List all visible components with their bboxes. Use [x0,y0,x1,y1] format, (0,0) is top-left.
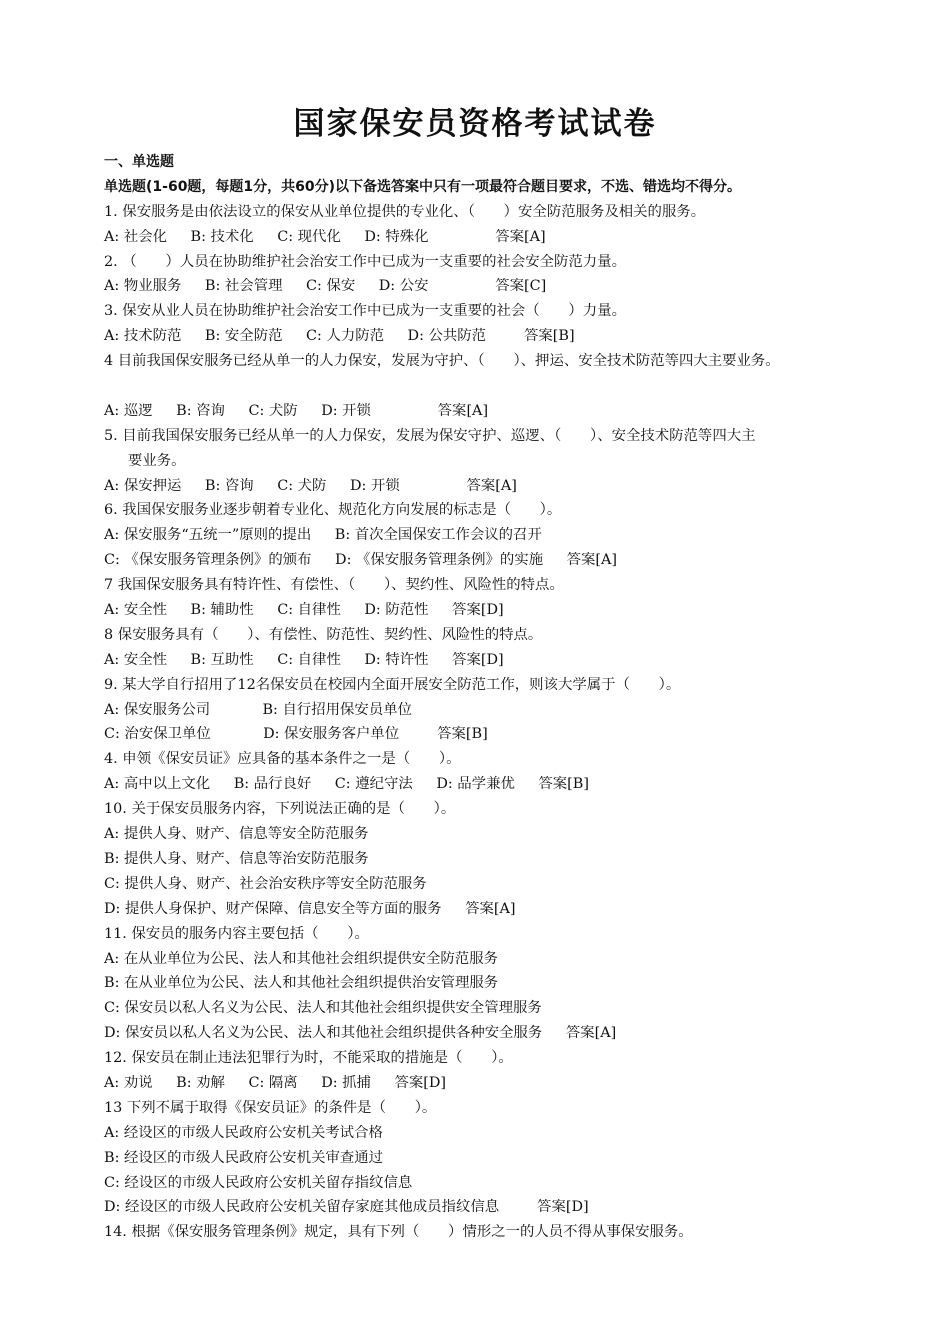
text-line: 6. 我国保安服务业逐步朝着专业化、规范化方向发展的标志是（ ）。 [104,502,562,519]
text-line: 要业务。 [128,452,186,469]
text-line: C: 治安保卫单位 D: 保安服务客户单位 答案[B] [104,726,488,743]
text-line: 3. 保安从业人员在协助维护社会治安工作中已成为一支重要的社会（ ）力量。 [104,303,626,320]
text-line: A: 安全性 B: 辅助性 C: 自律性 D: 防范性 答案[D] [104,602,504,619]
text-line: 11. 保安员的服务内容主要包括（ ）。 [104,925,369,942]
text-line: 14. 根据《保安服务管理条例》规定，具有下列（ ）情形之一的人员不得从事保安服务。 [104,1224,693,1241]
text-line: A: 提供人身、财产、信息等安全防范服务 [104,826,369,843]
document-body [104,150,884,1245]
text-line: 12. 保安员在制止违法犯罪行为时，不能采取的措施是（ ）。 [104,1050,513,1067]
text-line: C: 保安员以私人名义为公民、法人和其他社会组织提供安全管理服务 [104,1000,542,1017]
text-line: C: 提供人身、财产、社会治安秩序等安全防范服务 [104,875,427,892]
text-line: A: 保安押运 B: 咨询 C: 犬防 D: 开锁 答案[A] [104,477,517,494]
text-line: A: 保安服务“五统一”原则的提出 B: 首次全国保安工作会议的召开 [104,527,542,544]
text-line: 8 保安服务具有（ ）、有偿性、防范性、契约性、风险性的特点。 [104,626,543,643]
text-line: 5. 目前我国保安服务已经从单一的人力保安，发展为保安守护、巡逻、（ ）、安全技术防范等四大主 [104,427,756,444]
text-line: A: 在从业单位为公民、法人和其他社会组织提供安全防范服务 [104,950,498,967]
text-line: A: 安全性 B: 互助性 C: 自律性 D: 特许性 答案[D] [104,651,504,668]
text-line: A: 经设区的市级人民政府公安机关考试合格 [104,1124,383,1141]
text-line: C: 经设区的市级人民政府公安机关留存指纹信息 [104,1174,413,1191]
text-line: 2. （ ）人员在协助维护社会治安工作中已成为一支重要的社会安全防范力量。 [104,253,626,270]
blank-line [104,374,884,399]
text-line: A: 高中以上文化 B: 品行良好 C: 遵纪守法 D: 品学兼优 答案[B] [104,776,589,793]
text-line: B: 提供人身、财产、信息等治安防范服务 [104,850,369,867]
text-line: D: 保安员以私人名义为公民、法人和其他社会组织提供各种安全服务 答案[A] [104,1025,617,1042]
text-line: 13 下列不属于取得《保安员证》的条件是（ ）。 [104,1099,437,1116]
text-line: A: 劝说 B: 劝解 C: 隔离 D: 抓捕 答案[D] [104,1074,447,1091]
section-heading: 一、单选题 [104,154,174,170]
text-line: 9. 某大学自行招用了12名保安员在校园内全面开展安全防范工作，则该大学属于（ ）。 [104,676,681,693]
text-line: 7 我国保安服务具有特许性、有偿性、（ ）、契约性、风险性的特点。 [104,577,564,594]
text-line: 1. 保安服务是由依法设立的保安从业单位提供的专业化、（ ）安全防范服务及相关的服务。 [104,203,706,220]
text-line: A: 保安服务公司 B: 自行招用保安员单位 [104,701,412,718]
text-line: A: 物业服务 B: 社会管理 C: 保安 D: 公安 答案[C] [104,278,547,295]
text-line: D: 经设区的市级人民政府公安机关留存家庭其他成员指纹信息 答案[D] [104,1199,589,1216]
text-line: 4. 申领《保安员证》应具备的基本条件之一是（ ）。 [104,751,461,768]
document-title: 国家保安员资格考试试卷 [293,106,657,142]
text-line: 10. 关于保安员服务内容，下列说法正确的是（ ）。 [104,801,456,818]
text-line: A: 社会化 B: 技术化 C: 现代化 D: 特殊化 答案[A] [104,228,546,245]
text-line: B: 在从业单位为公民、法人和其他社会组织提供治安管理服务 [104,975,499,992]
text-line: D: 提供人身保护、财产保障、信息安全等方面的服务 答案[A] [104,900,516,917]
text-line: A: 技术防范 B: 安全防范 C: 人力防范 D: 公共防范 答案[B] [104,328,575,345]
instructions: 单选题(1-60题，每题1分，共60分)以下备选答案中只有一项最符合题目要求，不选、错选均不得分。 [104,178,742,195]
text-line: B: 经设区的市级人民政府公安机关审查通过 [104,1149,384,1166]
text-line: A: 巡逻 B: 咨询 C: 犬防 D: 开锁 答案[A] [104,402,489,419]
text-line: 4 目前我国保安服务已经从单一的人力保安，发展为守护、（ ）、押运、安全技术防范等四大主要业务。 [104,353,780,370]
text-line: C: 《保安服务管理条例》的颁布 D: 《保安服务管理条例》的实施 答案[A] [104,552,618,569]
